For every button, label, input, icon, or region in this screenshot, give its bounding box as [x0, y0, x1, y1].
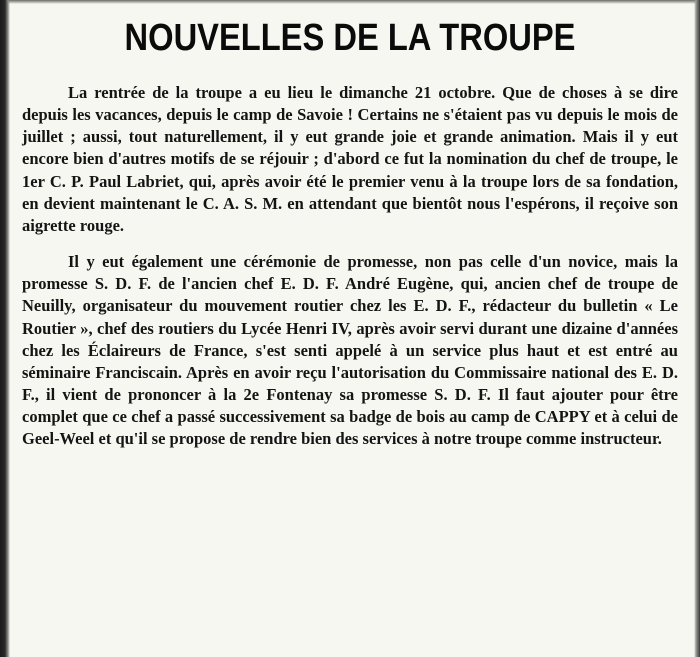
article-paragraph-2: Il y eut également une cérémonie de promesse, non pas celle d'un novice, mais la promesse S. D. F. de l'ancien chef E. D. F. André Eugène, qui, ancien chef de troupe de Neuilly, organisateur du mouvement routier chez les E. D. F., rédacteur du bulletin « Le Routier », chef des routiers du Lycée Henri IV, après avoir servi durant une dizaine d'années chez les Éclaireurs de France, s'est senti appelé à un service plus haut et est entré au séminaire Franciscain. Après en avoir reçu l'autorisation du Commissaire national des E. D. F., il vient de prononcer à la 2e Fontenay sa promesse S. D. F. Il faut ajouter pour être complet que ce chef a passé successivement sa badge de bois au camp de CAPPY et à celui de Geel-Weel et qu'il se propose de rendre bien des services à notre troupe comme instructeur.	[22, 252, 678, 449]
scan-edge-right	[694, 0, 700, 657]
article-title: NOUVELLES DE LA TROUPE	[124, 17, 576, 59]
scan-edge-top	[0, 0, 700, 4]
scan-edge-left	[0, 0, 10, 657]
article-body	[22, 82, 678, 451]
article-paragraph-1: La rentrée de la troupe a eu lieu le dimanche 21 octobre. Que de choses à se dire depuis les vacances, depuis le camp de Savoie ! Certains ne s'étaient pas vu depuis le mois de juillet ; aussi, tout naturellement, il y eut grande joie et grande animation. Mais il y eut encore bien d'autres motifs de se réjouir ; d'abord ce fut la nomination du chef de troupe, le 1er C. P. Paul Labriet, qui, après avoir été le premier venu à la troupe lors de sa fondation, en devient maintenant le C. A. S. M. en attendant que bientôt nous l'espérons, il reçoive son aigrette rouge.	[22, 83, 678, 235]
